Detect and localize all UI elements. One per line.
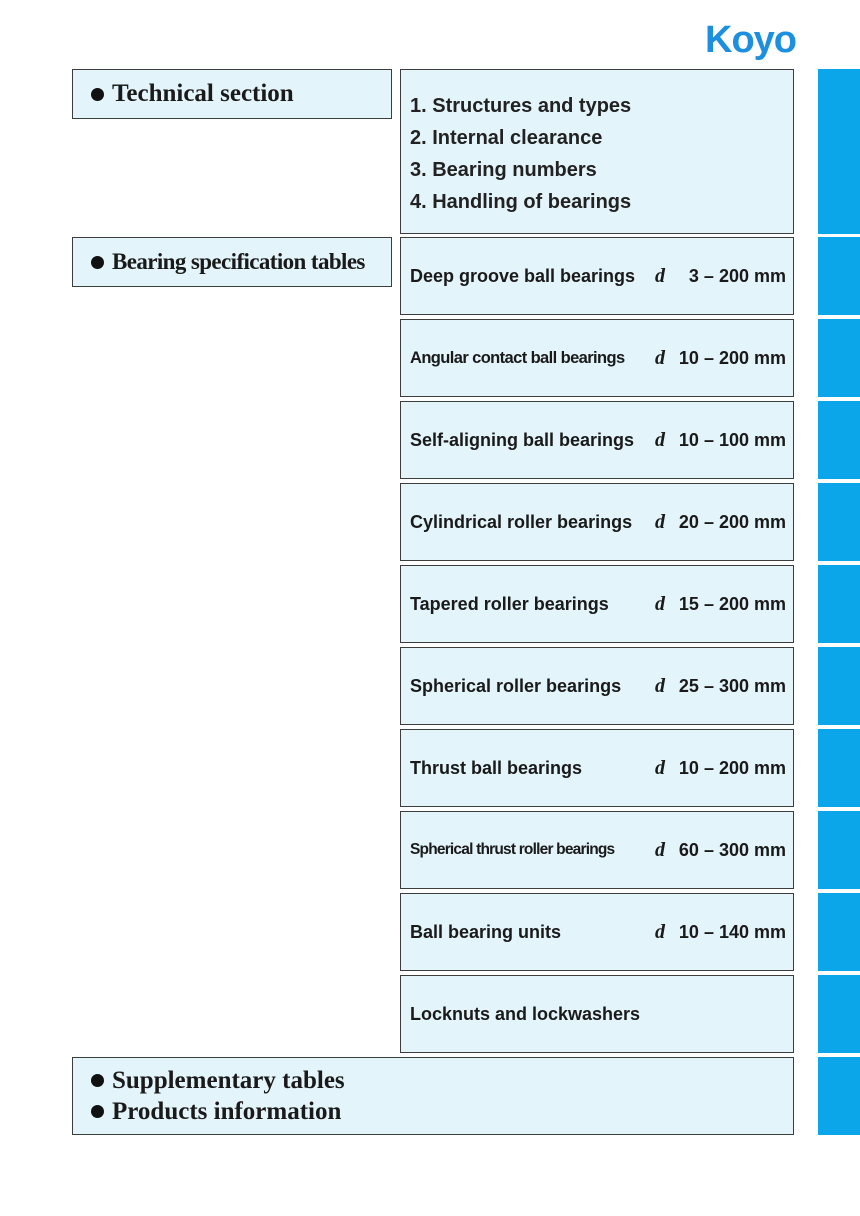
bore-range: 15 – 200 mm — [678, 593, 786, 614]
tab-spherical-thrust-roller[interactable] — [818, 811, 860, 889]
tab-tapered-roller[interactable] — [818, 565, 860, 643]
bullet-icon — [91, 256, 104, 269]
technical-contents-list — [401, 70, 793, 218]
spec-row-thrust-ball[interactable] — [400, 729, 794, 807]
spec-row-deep-groove[interactable] — [400, 237, 794, 315]
bore-diameter-symbol: d — [655, 838, 665, 861]
bore-range: 10 – 200 mm — [678, 757, 786, 778]
products-information-heading[interactable] — [91, 1096, 341, 1127]
supplementary-tables-heading[interactable] — [91, 1065, 345, 1096]
bore-range: 25 – 300 mm — [678, 675, 786, 696]
technical-section-label: Technical section — [112, 80, 294, 107]
bore-diameter-symbol: d — [655, 674, 665, 697]
spec-row-angular-contact[interactable] — [400, 319, 794, 397]
bore-diameter-symbol: d — [655, 264, 665, 287]
tab-technical-section[interactable] — [818, 69, 860, 234]
supplementary-tables-label: Supplementary tables — [112, 1066, 345, 1094]
tab-cylindrical-roller[interactable] — [818, 483, 860, 561]
spec-row-locknuts[interactable] — [400, 975, 794, 1053]
spec-row-title: Deep groove ball bearings — [410, 265, 636, 286]
spec-row-cylindrical-roller[interactable] — [400, 483, 794, 561]
spec-row-title: Locknuts and lockwashers — [410, 1003, 641, 1024]
bullet-icon — [91, 1074, 104, 1087]
koyo-logo: Koyo — [705, 19, 796, 61]
tab-thrust-ball[interactable] — [818, 729, 860, 807]
spec-row-self-aligning[interactable] — [400, 401, 794, 479]
spec-row-title: Tapered roller bearings — [410, 593, 609, 614]
spec-row-title: Self-aligning ball bearings — [410, 429, 635, 450]
bore-range: 10 – 140 mm — [678, 921, 786, 942]
technical-section-heading[interactable] — [72, 69, 392, 119]
bullet-icon — [91, 88, 104, 101]
bore-diameter-symbol: d — [655, 920, 665, 943]
bore-range: 20 – 200 mm — [678, 511, 786, 532]
bore-range: 3 – 200 mm — [688, 265, 786, 286]
technical-contents-box — [400, 69, 794, 234]
tab-spherical-roller[interactable] — [818, 647, 860, 725]
tab-supplementary[interactable] — [818, 1057, 860, 1135]
spec-row-spherical-roller[interactable] — [400, 647, 794, 725]
supplementary-section-box — [72, 1057, 794, 1135]
spec-row-ball-bearing-units[interactable] — [400, 893, 794, 971]
products-information-label: Products information — [112, 1097, 342, 1125]
toc-item-structures[interactable]: 1. Structures and types — [410, 95, 632, 117]
bore-range: 10 – 100 mm — [678, 429, 786, 450]
toc-item-numbers[interactable]: 3. Bearing numbers — [410, 159, 597, 181]
spec-row-title: Spherical thrust roller bearings — [410, 841, 615, 858]
spec-row-title: Thrust ball bearings — [410, 757, 583, 778]
bore-diameter-symbol: d — [655, 510, 665, 533]
specification-tables-label: Bearing specification tables — [112, 249, 365, 274]
spec-row-title: Ball bearing units — [410, 921, 562, 942]
toc-item-clearance[interactable]: 2. Internal clearance — [410, 127, 603, 149]
bore-range: 10 – 200 mm — [678, 347, 786, 368]
spec-row-title: Angular contact ball bearings — [410, 348, 625, 367]
bore-diameter-symbol: d — [655, 346, 665, 369]
specification-tables-heading[interactable] — [72, 237, 392, 287]
tab-deep-groove[interactable] — [818, 237, 860, 315]
tab-angular-contact[interactable] — [818, 319, 860, 397]
bore-diameter-symbol: d — [655, 592, 665, 615]
tab-ball-bearing-units[interactable] — [818, 893, 860, 971]
spec-row-title: Cylindrical roller bearings — [410, 511, 633, 532]
tab-self-aligning[interactable] — [818, 401, 860, 479]
spec-row-tapered-roller[interactable] — [400, 565, 794, 643]
toc-item-handling[interactable]: 4. Handling of bearings — [410, 191, 632, 213]
tab-locknuts[interactable] — [818, 975, 860, 1053]
spec-row-title: Spherical roller bearings — [410, 675, 622, 696]
bore-diameter-symbol: d — [655, 756, 665, 779]
spec-row-spherical-thrust-roller[interactable] — [400, 811, 794, 889]
bore-range: 60 – 300 mm — [678, 839, 786, 860]
bore-diameter-symbol: d — [655, 428, 665, 451]
bullet-icon — [91, 1105, 104, 1118]
